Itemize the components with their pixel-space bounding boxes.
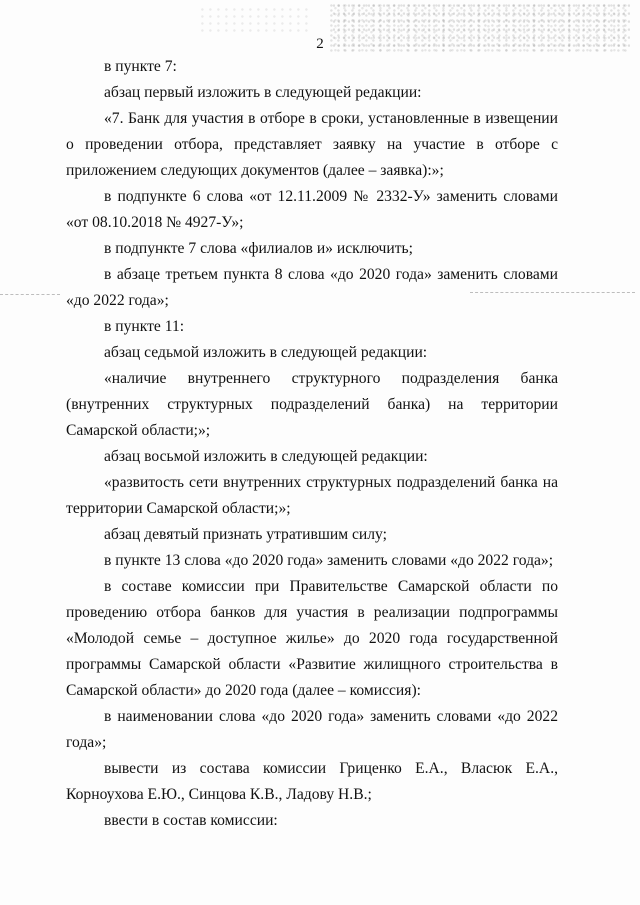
paragraph: в пункте 13 слова «до 2020 года» заменить словами «до 2022 года»; [104,552,554,569]
scan-noise [200,6,310,36]
paragraph: «7. Банк для участия в отборе в сроки, установленные в извещении о проведении отбора, представляет заявку на участие в отборе с приложением следующих документов (далее – заявка):»; [66,110,558,179]
paragraph: абзац девятый признать утратившим силу; [104,526,387,543]
paragraph: в наименовании слова «до 2020 года» заменить словами «до 2022 года»; [66,708,558,751]
paragraph: «наличие внутреннего структурного подразделения банка (внутренних структурных подразделений банка) на территории Самарской области;»; [66,370,558,439]
paragraph: «развитость сети внутренних структурных подразделений банка на территории Самарской области;»; [66,474,558,517]
paragraph: абзац первый изложить в следующей редакции: [104,84,422,101]
page-number: 2 [316,36,324,52]
paragraph: абзац седьмой изложить в следующей редакции: [104,344,428,361]
paragraph: в пункте 11: [104,318,185,335]
paragraph: в подпункте 7 слова «филиалов и» исключить; [104,240,413,257]
paragraph: абзац восьмой изложить в следующей редакции: [104,448,428,465]
document-body [66,54,558,834]
paragraph: в пункте 7: [104,58,177,75]
paragraph: в составе комиссии при Правительстве Самарской области по проведению отбора банков для участия в реализации подпрограммы «Молодой семье – доступное жилье» до 2020 года государственной программы Самарской области «Развитие жилищного строительства в Самарской области» до 2020 года (далее – комиссия): [66,578,558,699]
scan-artifact-line [0,294,60,295]
paragraph: в абзаце третьем пункта 8 слова «до 2020 года» заменить словами «до 2022 года»; [66,266,558,309]
paragraph: вывести из состава комиссии Гриценко Е.А., Власюк Е.А., Корноухова Е.Ю., Синцова К.В., Ладову Н.В.; [66,760,558,803]
paragraph: ввести в состав комиссии: [104,812,278,829]
paragraph: в подпункте 6 слова «от 12.11.2009 № 2332-У» заменить словами «от 08.10.2018 № 4927-У»; [66,188,558,231]
